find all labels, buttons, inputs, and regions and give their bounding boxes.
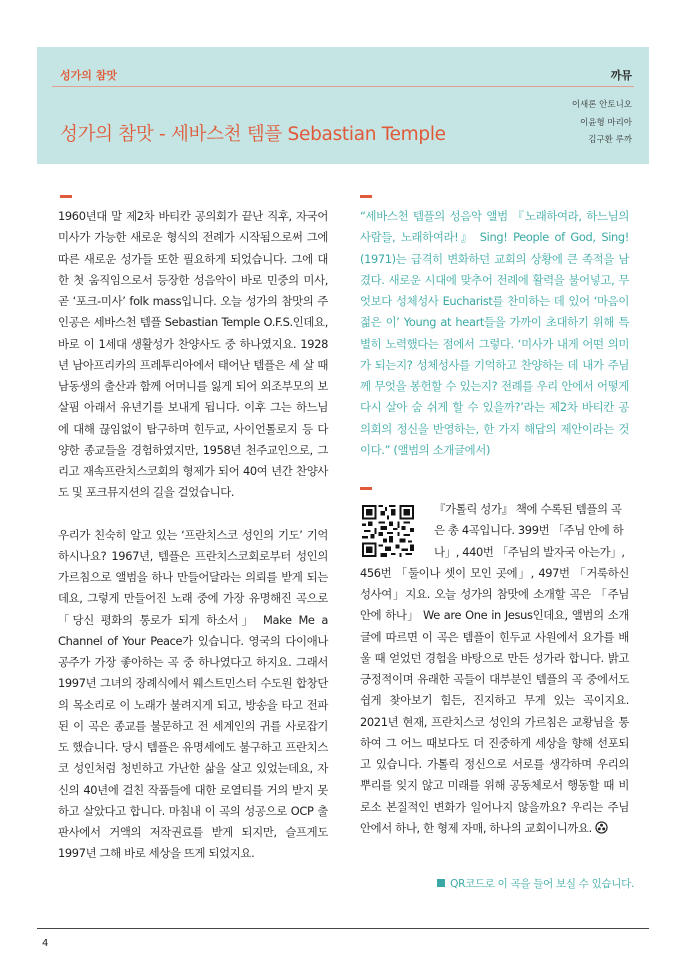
text-line: 나」, 440번 「주님의 발자국 아는가」,: [434, 544, 625, 559]
end-mark-icon: [595, 821, 608, 834]
qr-note: [437, 876, 634, 891]
header-divider: [52, 86, 634, 87]
brand-name: 까뮤: [610, 69, 632, 82]
square-bullet-icon: [437, 879, 445, 887]
album-quote: “세바스천 템플의 성음악 앨범 『노래하여라, 하느님의 사람들, 노래하여라!』 Sing! People of God, Sing!(1971)는 급격히 변화하던 교회의 상황에 큰 족적을 남겼다. 새로운 시대에 맞추어 전례에 활력을 불어넣고, 무엇보다 성체성사 Eucharist를 찬미하는 데 있어 ‘마음이 젊은 이’ Young at heart들을 가까이 초대하기 위해 특별히 노력했다는 점에서 그렇다. ‘미사가 내게 어떤 의미가 되는지? 성체성사를 기억하고 찬양하는 데 내가 주님께 무엇을 봉헌할 수 있는지? 전례를 우리 안에서 어떻게 다시 살아 숨 쉬게 할 수 있을까?’라는 제2차 바티칸 공의회의 정신을 반영하는, 한 가지 해답의 제안이라는 것이다.” (앨범의 소개글에서): [360, 209, 629, 457]
body-paragraph: 우리가 친숙히 알고 있는 ‘프란치스코 성인의 기도’ 기억하시나요? 1967년, 템플은 프란치스코회로부터 성인의 가르침으로 앨범을 하나 만들어달라는 의뢰를 받게 되는데요, 그렇게 만들어진 노래 중에 가장 유명해진 곡으로 「당신 평화의 통로가 되게 하소서」 Make Me a Channel of Your Peace가 있습니다. 영국의 다이애나 공주가 가장 좋아하는 곡 중 하나였다고 하지요. 그래서 1997년 그녀의 장례식에서 웨스트민스터 수도원 합창단의 목소리로 이 노래가 불려지게 되고, 방송을 타고 전파된 이 곡은 종교를 불문하고 전 세계인의 귀를 사로잡기도 했습니다. 당시 템플은 유명세에도 불구하고 프란치스코 성인처럼 청빈하고 가난한 삶을 살고 있었는데요, 자신의 40년에 걸친 작품들에 대한 로열티를 거의 받지 못하고 살았다고 합니다. 마침내 이 곡의 성공으로 OCP 출판사에서 거액의 저작권료를 받게 되지만, 슬프게도 1997년 그해 바로 세상을 뜨게 되었지요.: [58, 527, 328, 861]
author-name: 김구환 루까: [588, 135, 632, 145]
body-paragraph: [360, 563, 629, 839]
footer-divider: [37, 928, 649, 929]
page-number: 4: [42, 938, 49, 949]
section-dash: [360, 487, 372, 490]
right-column-text: [360, 499, 629, 839]
section-tag: 성가의 참맛: [60, 69, 117, 82]
body-text: 456번 「둘이나 셋이 모인 곳에」, 497번 「거룩하신 성사여」지요. 오늘 성가의 참맛에 소개할 곡은 「주님 안에 하나」 We are One in Jesus인데요, 앨범의 소개글에 따르면 이 곡은 템플이 힌두교 사원에서 요가를 배울 때 얻었던 경험을 바탕으로 만든 성가라 합니다. 밝고 긍정적이며 유래한 곡들이 대부분인 템플의 곡 중에서도 쉽게 찾아보기 힘든, 진지하고 무게 있는 곡이지요. 2021년 현재, 프란치스코 성인의 가르침은 교황님을 통하여 그 어느 때보다도 더 진중하게 세상을 향해 선포되고 있습니다. 가톨릭 정신으로 서로를 생각하며 우리의 뿌리를 잊지 않고 미래를 위해 공동체로서 행동할 때 비로소 본질적인 변화가 일어나지 않을까요? 우리는 주님 안에서 하나, 한 형제 자매, 하나의 교회이니까요.: [360, 565, 629, 835]
section-dash: [360, 195, 372, 198]
author-name: 이새론 안토니오: [571, 100, 632, 110]
qr-note-text: QR코드로 이 곡을 들어 보실 수 있습니다.: [450, 878, 634, 890]
author-list: [572, 97, 632, 150]
section-dash: [60, 195, 72, 198]
body-paragraph: 1960년대 말 제2차 바티칸 공의회가 끝난 직후, 자국어 미사가 가능한 새로운 형식의 전례가 시작됨으로써 그에 따른 새로운 성가들 또한 필요하게 되었습니다. 그에 대한 첫 움직임으로서 등장한 성음악이 바로 민중의 미사, 곧 ‘포크-미사’ folk mass입니다. 오늘 성가의 참맛의 주인공은 세바스천 템플 Sebastian Temple O.F.S.인데요, 바로 이 1세대 생활성가 찬양사도 중 하나였지요. 1928년 남아프리카의 프레투리아에서 태어난 템플은 세 살 때 남동생의 출산과 함께 어머니를 잃게 되어 외조부모의 보살핌 아래서 유년기를 보내게 됩니다. 이후 그는 하느님에 대해 끊임없이 탐구하며 힌두교, 사이언톨로지 등 다양한 종교들을 경험하였지만, 1958년 천주교인으로, 그리고 재속프란치스코회의 형제가 되어 40여 년간 찬양사도 및 포크뮤지션의 길을 걸었습니다.: [58, 209, 328, 500]
header-band: [37, 47, 649, 164]
text-line: 은 총 4곡입니다. 399번 「주님 안에 하: [434, 523, 624, 538]
left-column: [58, 206, 328, 865]
text-line: 『가톨릭 성가』 책에 수록된 템플의 곡: [434, 502, 622, 516]
article-title: 성가의 참맛 - 세바스천 템플 Sebastian Temple: [60, 124, 446, 145]
author-name: 이윤형 마리아: [580, 117, 632, 128]
